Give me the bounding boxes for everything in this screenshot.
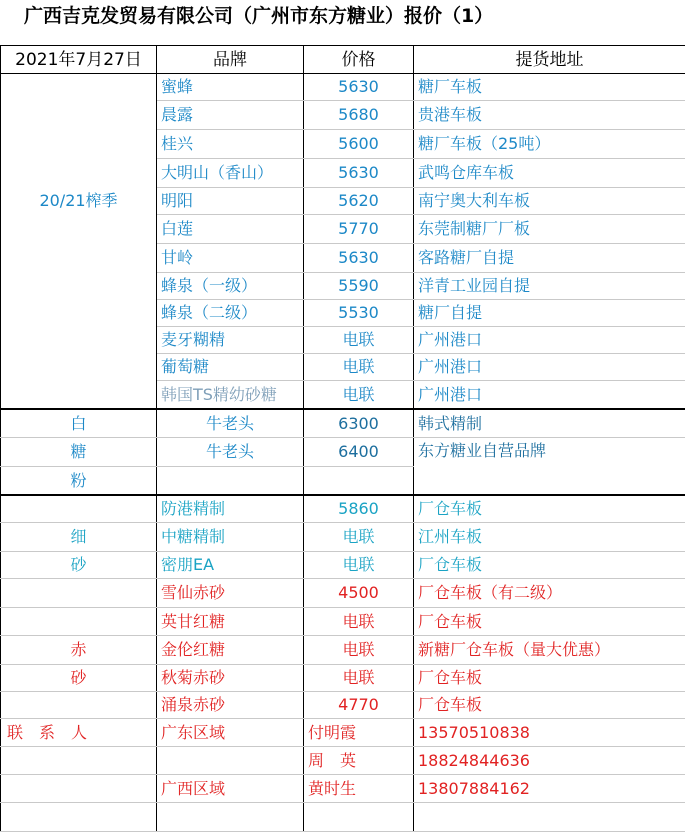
empty-cell (1, 775, 157, 803)
table-row (1, 719, 685, 747)
price-cell: 5860 (304, 495, 414, 523)
address-cell: 广州港口 (414, 381, 685, 410)
address-cell: 厂仓车板 (414, 495, 685, 523)
address-cell: 厂仓车板 (414, 608, 685, 636)
contact-phone: 13807884162 (414, 775, 685, 803)
powder-label-1: 白 (1, 409, 157, 438)
table-row (1, 438, 685, 467)
brand-cell: 雪仙赤砂 (157, 579, 304, 608)
contact-name: 付明霞 (304, 719, 414, 747)
address-cell: 客路糖厂自提 (414, 244, 685, 273)
fine-label-1: 细 (1, 523, 157, 552)
brand-cell: 韩国TS精幼砂糖 (157, 381, 304, 410)
price-cell: 5630 (304, 244, 414, 273)
table-row (1, 74, 685, 101)
brand-cell: 白莲 (157, 215, 304, 244)
price-cell: 电联 (304, 552, 414, 579)
price-cell: 5630 (304, 74, 414, 101)
brand-cell: 涌泉赤砂 (157, 692, 304, 719)
brand-cell: 蜂泉（一级） (157, 273, 304, 300)
table-row (1, 665, 685, 692)
table-row (1, 579, 685, 608)
fine-label-2: 砂 (1, 552, 157, 579)
powder-label-2: 糖 (1, 438, 157, 467)
brand-cell: 大明山（香山） (157, 159, 304, 188)
address-cell: 江州车板 (414, 523, 685, 552)
price-cell: 电联 (304, 636, 414, 665)
table-row (1, 608, 685, 636)
empty-cell (1, 803, 157, 832)
address-cell: 东方糖业自营品牌 (414, 438, 685, 496)
red-label-2: 砂 (1, 665, 157, 692)
address-cell: 厂仓车板 (414, 692, 685, 719)
table-header (1, 46, 685, 74)
contacts-label: 联 系 人 (1, 719, 157, 747)
brand-cell: 中糖精制 (157, 523, 304, 552)
table-row (1, 803, 685, 832)
contact-name: 周 英 (304, 747, 414, 775)
empty-cell (157, 803, 304, 832)
address-cell: 洋青工业园自提 (414, 273, 685, 300)
empty-cell (1, 692, 157, 719)
table-row (1, 495, 685, 523)
region-cell: 广西区域 (157, 775, 304, 803)
brand-cell: 明阳 (157, 188, 304, 215)
table-row (1, 409, 685, 438)
address-cell: 广州港口 (414, 327, 685, 354)
table-row (1, 523, 685, 552)
address-cell: 东莞制糖厂厂板 (414, 215, 685, 244)
address-cell: 厂仓车板（有二级） (414, 579, 685, 608)
address-cell: 武鸣仓库车板 (414, 159, 685, 188)
brand-cell: 英甘红糖 (157, 608, 304, 636)
brand-cell: 桂兴 (157, 130, 304, 159)
table-row (1, 552, 685, 579)
empty-cell (1, 495, 157, 523)
address-cell: 厂仓车板 (414, 665, 685, 692)
empty-cell (1, 608, 157, 636)
brand-cell: 金伦红糖 (157, 636, 304, 665)
table-row (1, 775, 685, 803)
brand-cell: 甘岭 (157, 244, 304, 273)
price-cell: 5600 (304, 130, 414, 159)
address-cell: 韩式精制 (414, 409, 685, 438)
season-label: 20/21榨季 (1, 74, 157, 410)
price-cell: 6400 (304, 438, 414, 467)
address-cell: 厂仓车板 (414, 552, 685, 579)
price-cell: 电联 (304, 381, 414, 410)
brand-cell: 葡萄糖 (157, 354, 304, 381)
powder-label-3: 粉 (1, 467, 157, 496)
page-title: 广西吉克发贸易有限公司（广州市东方糖业）报价（1） (24, 3, 493, 37)
brand-cell: 秋菊赤砂 (157, 665, 304, 692)
price-cell: 5680 (304, 101, 414, 130)
address-cell: 糖厂车板 (414, 74, 685, 101)
address-cell: 糖厂自提 (414, 300, 685, 327)
brand-cell: 麦牙糊精 (157, 327, 304, 354)
price-cell: 5530 (304, 300, 414, 327)
table-row (1, 747, 685, 775)
address-cell: 新糖厂仓车板（量大优惠） (414, 636, 685, 665)
brand-cell: 蜜蜂 (157, 74, 304, 101)
price-cell: 5630 (304, 159, 414, 188)
table-row (1, 636, 685, 665)
price-cell: 电联 (304, 327, 414, 354)
table-row (1, 692, 685, 719)
header-address: 提货地址 (414, 46, 685, 74)
address-cell: 广州港口 (414, 354, 685, 381)
brand-cell: 晨露 (157, 101, 304, 130)
address-cell: 南宁奥大利车板 (414, 188, 685, 215)
price-cell: 6300 (304, 409, 414, 438)
brand-cell: 牛老头 (157, 438, 304, 467)
price-table (0, 45, 685, 832)
price-cell: 电联 (304, 665, 414, 692)
empty-cell (304, 803, 414, 832)
header-date: 2021年7月27日 (1, 46, 157, 74)
price-cell: 5590 (304, 273, 414, 300)
brand-cell: 密朋EA (157, 552, 304, 579)
address-cell: 贵港车板 (414, 101, 685, 130)
brand-cell: 防港精制 (157, 495, 304, 523)
price-cell: 5620 (304, 188, 414, 215)
contact-phone: 18824844636 (414, 747, 685, 775)
region-cell: 广东区域 (157, 719, 304, 747)
price-cell: 电联 (304, 608, 414, 636)
header-brand: 品牌 (157, 46, 304, 74)
empty-cell (1, 579, 157, 608)
region-cell (157, 747, 304, 775)
empty-cell (414, 803, 685, 832)
brand-cell: 蜂泉（二级） (157, 300, 304, 327)
red-label-1: 赤 (1, 636, 157, 665)
address-cell: 糖厂车板（25吨） (414, 130, 685, 159)
empty-cell (304, 467, 414, 496)
contact-name: 黄时生 (304, 775, 414, 803)
price-cell: 电联 (304, 523, 414, 552)
brand-cell: 牛老头 (157, 409, 304, 438)
price-cell: 4770 (304, 692, 414, 719)
empty-cell (1, 747, 157, 775)
price-cell: 4500 (304, 579, 414, 608)
contact-phone: 13570510838 (414, 719, 685, 747)
empty-cell (157, 467, 304, 496)
price-cell: 电联 (304, 354, 414, 381)
price-cell: 5770 (304, 215, 414, 244)
header-price: 价格 (304, 46, 414, 74)
